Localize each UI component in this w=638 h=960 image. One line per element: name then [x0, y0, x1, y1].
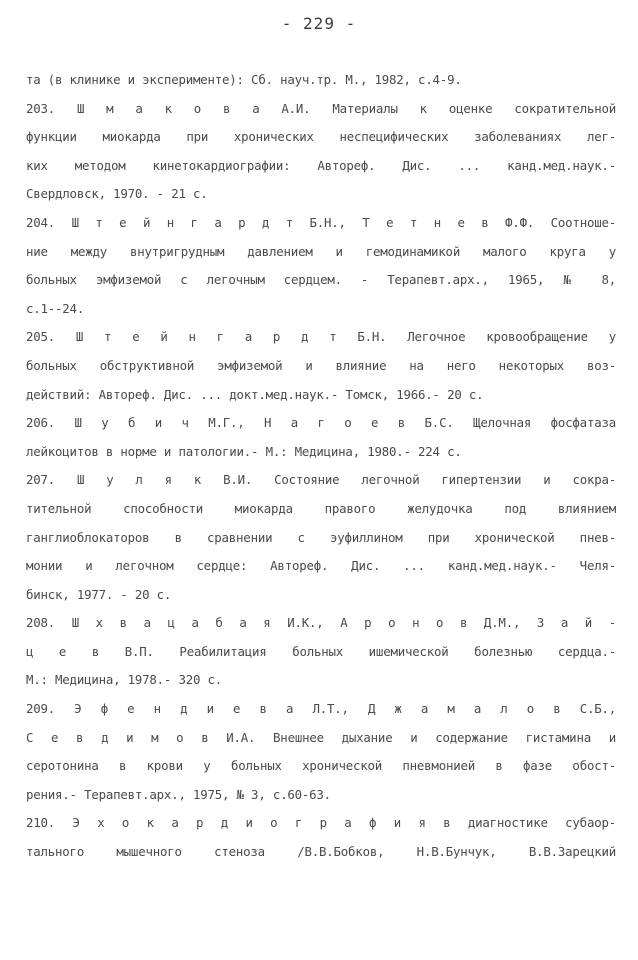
text-line: ких методом кинетокардиографии: Автореф. Дис. ... канд.мед.наук.- [26, 157, 616, 173]
text-line: ц е в В.П. Реабилитация больных ишемической болезнью сердца.- [26, 643, 616, 659]
text-line: 207. Ш у л я к В.И. Состояние легочной гипертензии и сокра- [26, 472, 616, 488]
text-line: действий: Автореф. Дис. ... докт.мед.наук.- Томск, 1966.- 20 с. [26, 386, 484, 402]
text-line: ганглиоблокаторов в сравнении с эуфиллином при хронической пнев- [26, 529, 616, 545]
text-line: 204. Ш т е й н г а р д т Б.Н., Т е т н е в Ф.Ф. Соотноше- [26, 214, 616, 230]
text-line: 205. Ш т е й н г а р д т Б.Н. Легочное кровообращение у [26, 329, 616, 345]
text-line: тительной способности миокарда правого желудочка под влиянием [26, 500, 616, 516]
text-line: та (в клинике и эксперименте): Сб. науч.тр. М., 1982, с.4-9. [26, 72, 462, 87]
text-line: С е в д и м о в И.А. Внешнее дыхание и содержание гистамина и [26, 729, 616, 745]
text-line: 203. Ш м а к о в а А.И. Материалы к оценке сократительной [26, 100, 616, 116]
text-line: 209. Э ф е н д и е в а Л.Т., Д ж а м а л о в С.Б., [26, 701, 616, 717]
page-number: - 229 - [281, 14, 357, 33]
text-line: больных обструктивной эмфиземой и влияние на него некоторых воз- [26, 357, 616, 373]
text-line: монии и легочном сердце: Автореф. Дис. ... канд.мед.наук.- Челя- [26, 558, 616, 574]
text-line: 210. Э х о к а р д и о г р а ф и я в диагностике субаор- [26, 815, 616, 831]
text-line: Свердловск, 1970. - 21 с. [26, 186, 208, 202]
text-line: больных эмфиземой с легочным сердцем. - Терапевт.арх., 1965, № 8, [26, 272, 616, 288]
text-line: М.: Медицина, 1978.- 320 с. [26, 672, 223, 688]
text-line: тального мышечного стеноза /В.В.Бобков, Н.В.Бунчук, В.В.Зарецкий [26, 844, 616, 860]
text-line: бинск, 1977. - 20 с. [26, 586, 172, 602]
text-line: серотонина в крови у больных хронической пневмонией в фазе обост- [26, 758, 616, 774]
text-line: рения.- Терапевт.арх., 1975, № 3, с.60-63. [26, 786, 331, 802]
reference-list [26, 66, 616, 867]
text-line: с.1--24. [26, 300, 85, 316]
text-line: 208. Ш х в а ц а б а я И.К., А р о н о в Д.М., З а й - [26, 615, 616, 631]
text-line: 206. Ш у б и ч М.Г., Н а г о е в Б.С. Щелочная фосфатаза [26, 415, 616, 431]
text-line: функции миокарда при хронических неспецифических заболеваниях лег- [26, 129, 616, 145]
text-line: ние между внутригрудным давлением и гемодинамикой малого круга у [26, 243, 616, 259]
text-line: лейкоцитов в норме и патологии.- М.: Медицина, 1980.- 224 с. [26, 443, 462, 459]
